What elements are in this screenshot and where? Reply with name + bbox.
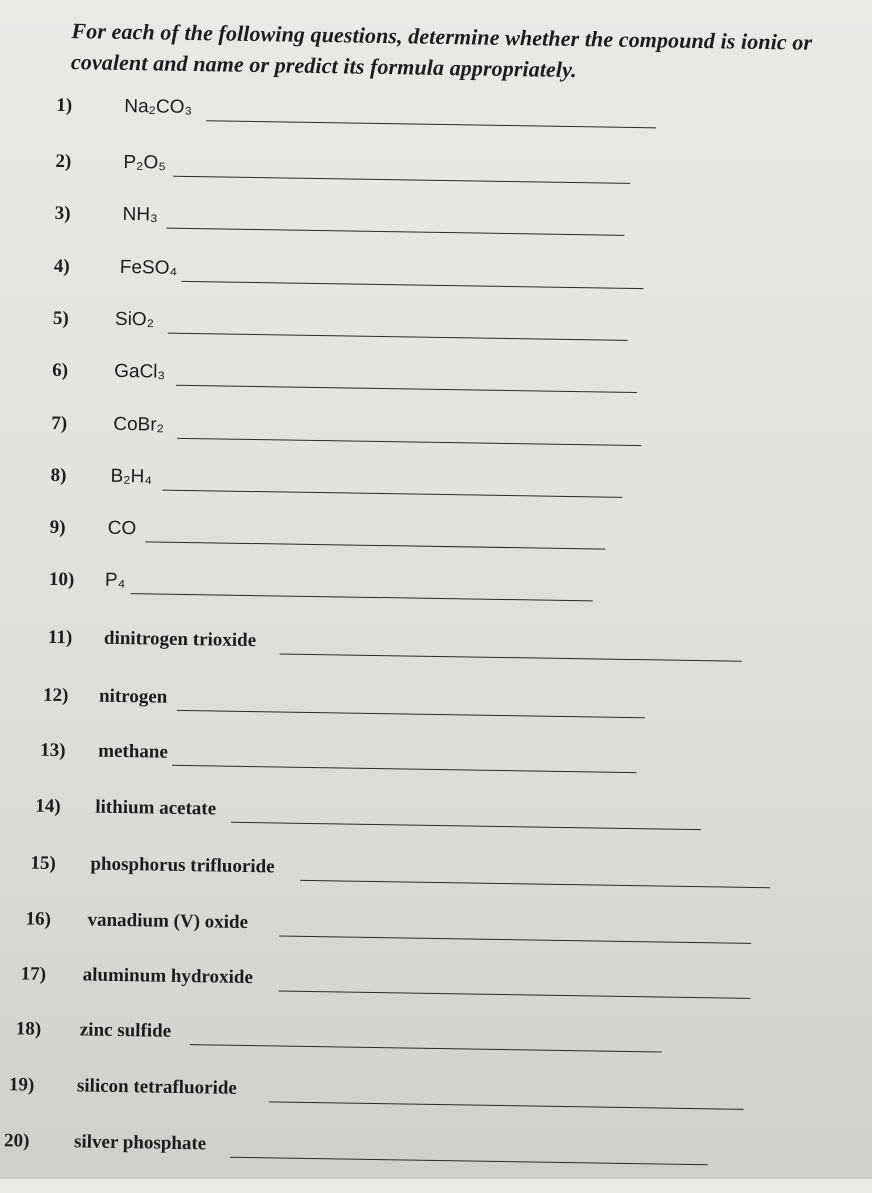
question-number: 12)	[42, 684, 69, 707]
question-16	[25, 901, 765, 947]
question-number: 9)	[49, 516, 66, 539]
answer-line-7[interactable]	[177, 438, 641, 446]
question-prompt: GaCl₃	[114, 360, 166, 383]
question-5	[53, 300, 628, 343]
answer-line-11[interactable]	[280, 653, 742, 661]
answer-line-20[interactable]	[230, 1157, 708, 1166]
question-number: 14)	[35, 795, 61, 818]
question-number: 3)	[54, 202, 71, 225]
answer-line-8[interactable]	[162, 490, 622, 498]
answer-line-1[interactable]	[206, 120, 656, 128]
answer-line-18[interactable]	[190, 1044, 662, 1052]
answer-line-10[interactable]	[131, 593, 593, 601]
question-number: 2)	[55, 150, 72, 173]
question-14	[35, 788, 715, 833]
question-number: 5)	[52, 307, 69, 330]
question-number: 10)	[48, 568, 75, 591]
question-prompt: NH₃	[122, 203, 158, 226]
question-prompt: P₂O₅	[123, 151, 167, 174]
question-4	[54, 248, 644, 291]
question-prompt: Na₂CO₃	[124, 95, 193, 119]
question-number: 11)	[47, 626, 73, 649]
question-prompt: methane	[98, 740, 169, 763]
question-18	[16, 1010, 686, 1055]
instructions-text: For each of the following questions, determine whether the compound is ionic or covalent and name or predict its formula appropriately.	[70, 18, 813, 83]
question-prompt: silver phosphate	[73, 1131, 207, 1155]
answer-line-19[interactable]	[269, 1101, 744, 1109]
question-8	[50, 457, 630, 500]
question-number: 19)	[8, 1074, 35, 1096]
question-prompt: aluminum hydroxide	[82, 964, 254, 989]
question-number: 13)	[40, 739, 66, 762]
question-prompt: lithium acetate	[95, 796, 217, 820]
question-10	[49, 561, 599, 604]
question-prompt: vanadium (V) oxide	[87, 909, 249, 934]
answer-line-3[interactable]	[166, 228, 624, 236]
question-number: 1)	[56, 94, 73, 117]
question-7	[51, 405, 641, 448]
answer-line-5[interactable]	[168, 333, 628, 341]
answer-line-17[interactable]	[278, 990, 750, 998]
question-12	[43, 677, 653, 721]
question-1	[56, 87, 656, 130]
answer-line-16[interactable]	[279, 936, 751, 944]
question-prompt: silicon tetrafluoride	[76, 1075, 237, 1099]
question-2	[55, 143, 630, 186]
question-prompt: SiO₂	[114, 308, 155, 331]
question-number: 6)	[52, 359, 69, 382]
question-prompt: P₄	[104, 569, 126, 592]
question-6	[52, 352, 637, 395]
question-prompt: dinitrogen trioxide	[103, 627, 257, 652]
question-prompt: FeSO₄	[119, 256, 178, 279]
question-number: 20)	[3, 1130, 30, 1152]
question-number: 4)	[53, 255, 70, 278]
question-15	[30, 845, 780, 891]
question-prompt: phosphorus trifluoride	[90, 853, 275, 878]
answer-line-15[interactable]	[300, 880, 770, 888]
question-prompt: CO	[107, 517, 137, 540]
question-number: 18)	[15, 1018, 42, 1040]
question-prompt: zinc sulfide	[79, 1019, 172, 1042]
question-9	[49, 509, 614, 552]
answer-line-14[interactable]	[231, 822, 701, 830]
question-20	[4, 1122, 734, 1167]
question-19	[9, 1066, 759, 1112]
answer-line-9[interactable]	[145, 541, 605, 549]
answer-line-6[interactable]	[176, 385, 637, 393]
question-prompt: CoBr₂	[113, 413, 165, 436]
answer-line-2[interactable]	[173, 176, 630, 184]
question-17	[20, 955, 770, 1001]
question-number: 16)	[25, 908, 52, 930]
question-number: 15)	[30, 852, 56, 874]
answer-line-13[interactable]	[172, 765, 637, 773]
question-prompt: nitrogen	[98, 685, 168, 708]
question-number: 17)	[20, 963, 47, 985]
question-number: 7)	[51, 412, 68, 435]
question-3	[54, 195, 624, 238]
answer-line-4[interactable]	[182, 281, 644, 289]
question-11	[48, 619, 748, 664]
answer-line-12[interactable]	[177, 710, 645, 718]
question-prompt: B₂H₄	[110, 465, 153, 488]
question-number: 8)	[50, 464, 67, 487]
question-13	[40, 732, 640, 775]
